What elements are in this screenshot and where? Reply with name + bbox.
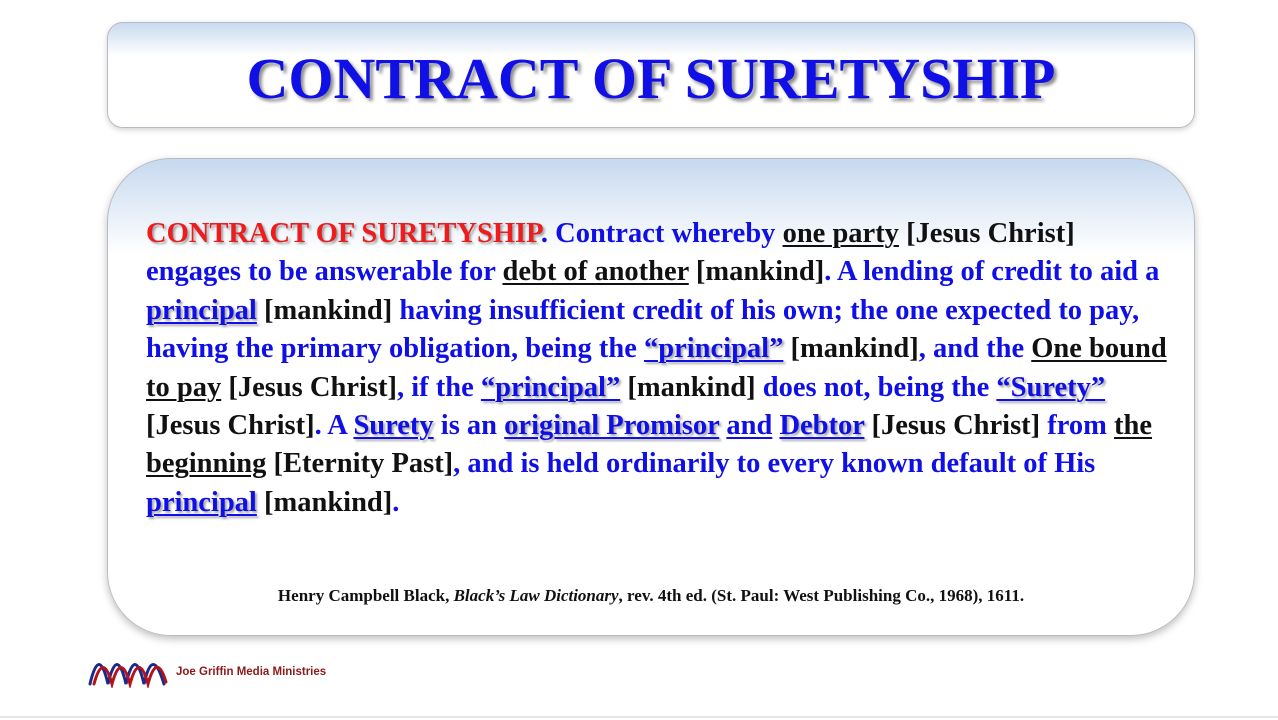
definition-segment: “principal” [644,333,784,365]
definition-text [146,215,1171,522]
definition-segment: from [1040,410,1115,442]
definition-segment: Debtor [779,410,865,442]
definition-segment: . [392,486,400,518]
definition-panel [107,158,1195,636]
definition-segment: , and is held ordinarily to every known default of His [453,448,1096,480]
bottom-divider [0,716,1278,718]
definition-segment: [mankind] [620,371,756,403]
definition-segment: [Eternity Past] [266,448,454,480]
definition-segment: and [726,410,773,442]
definition-segment: one party [782,218,899,249]
definition-segment: having insufficient credit of his own; the one expected to pay, having the primary obligation, being the [146,294,1140,365]
definition-segment: . A [314,410,354,442]
slide-title: CONTRACT OF SURETYSHIP [246,46,1056,111]
footer [88,656,326,688]
definition-segment: principal [146,486,257,518]
definition-segment: [mankind] [688,256,825,288]
definition-segment: , if the [396,371,481,403]
definition-segment: [Jesus Christ] [146,410,315,442]
definition-segment: [mankind] [256,294,393,326]
citation-author: Henry Campbell Black, [277,586,454,605]
definition-segment: [mankind] [256,486,393,518]
definition-segment: original Promisor [504,410,720,442]
definition-term: CONTRACT OF SURETYSHIP [146,218,541,249]
definition-segment: . A lending of credit to aid a [824,256,1160,288]
definition-segment: Surety [353,410,434,442]
definition-segment: engages to be answerable for [146,256,503,288]
definition-segment: “principal” [480,371,621,403]
definition-segment: debt of another [502,256,689,288]
definition-segment: the beginning [146,410,1153,480]
ministry-logo-icon [88,656,168,688]
definition-segment: , and the [918,333,1032,365]
definition-segment: principal [146,294,257,326]
organization-name: Joe Griffin Media Ministries [176,666,327,678]
definition-segment: [mankind] [783,333,919,365]
definition-body [146,218,1167,518]
definition-segment: . Contract whereby [540,218,783,249]
definition-segment: does not, being the [755,371,997,403]
citation-book-title: Black’s Law Dictionary [453,586,619,605]
definition-segment: [Jesus Christ] [898,218,1075,249]
title-banner [107,22,1195,128]
definition-segment: [Jesus Christ] [221,371,397,403]
definition-segment: “Surety” [996,371,1106,403]
citation-details: , rev. 4th ed. (St. Paul: West Publishing Co., 1968), 1611. [618,586,1025,605]
definition-segment: One bound to pay [146,333,1167,403]
definition-segment: is an [433,410,505,442]
citation [108,586,1194,606]
definition-segment: [Jesus Christ] [864,410,1041,442]
